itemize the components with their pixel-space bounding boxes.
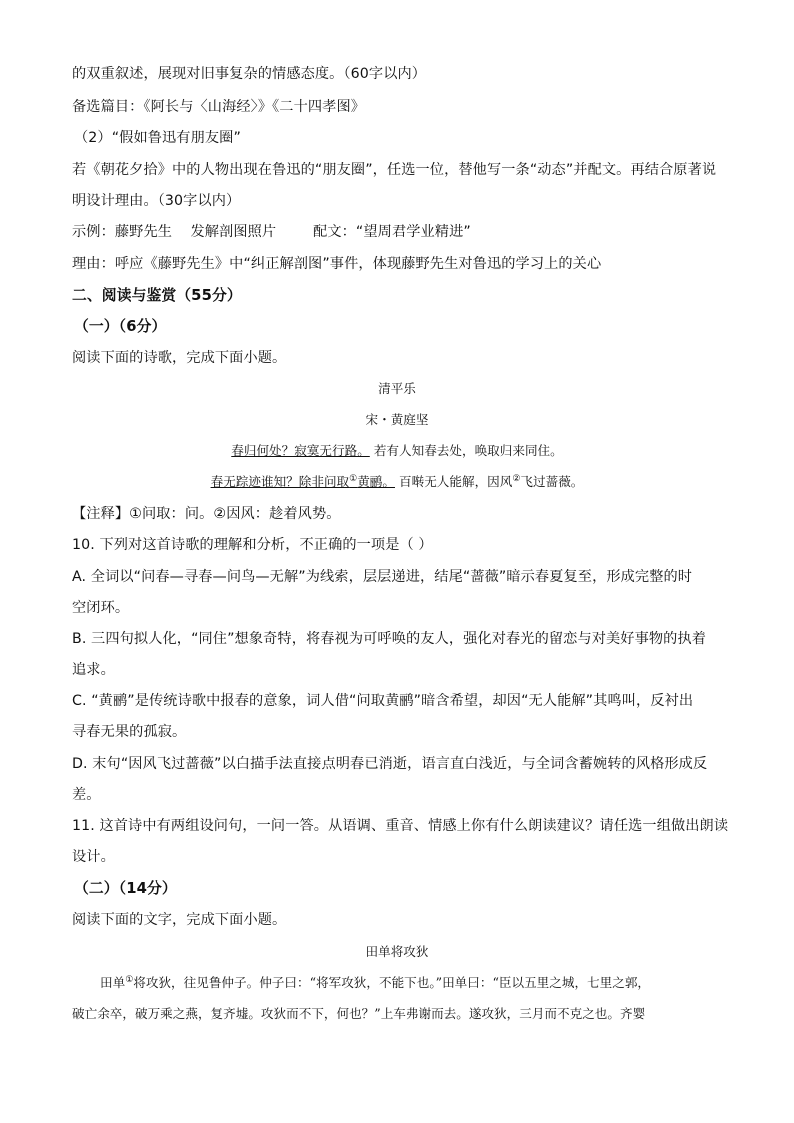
poem-title: 清平乐 <box>378 381 416 396</box>
text-line: 明设计理由。（30字以内） <box>72 193 241 209</box>
prose-line: 破亡余卒，破万乘之燕，复齐墟。攻狄而不下，何也？”上车弗谢而去。遂攻狄，三月而不克之也。齐婴 <box>72 1006 646 1021</box>
question-subheading: （2）“假如鲁迅有朋友圈” <box>74 130 241 146</box>
reason-line: 理由：呼应《藤野先生》中“纠正解剖图”事件，体现藤野先生对鲁迅的学习上的关心 <box>72 256 602 272</box>
text-line: 的双重叙述，展现对旧事复杂的情感态度。（60字以内） <box>72 66 427 82</box>
question-10-stem: 10. 下列对这首诗歌的理解和分析，不正确的一项是（ ） <box>72 537 433 553</box>
option-c-cont: 寻春无果的孤寂。 <box>72 724 187 740</box>
example-line: 示例：藤野先生 发解剖图照片 配文：“望周君学业精进” <box>72 224 471 240</box>
part-heading: （二）（14分） <box>74 880 177 897</box>
option-d-cont: 差。 <box>72 787 101 803</box>
poem-author: 宋・黄庭坚 <box>365 412 429 427</box>
instruction-text: 阅读下面的文字，完成下面小题。 <box>72 912 287 928</box>
poem-line-1 <box>0 442 794 460</box>
annotation-notes: 【注释】①问取：问。②因风：趁着风势。 <box>72 506 341 522</box>
footnote-marker: ① <box>125 974 134 985</box>
text-line: 备选篇目：《阿长与〈山海经〉》《二十四孝图》 <box>72 99 366 115</box>
poem-phrase: 百啭无人能解，因风②飞过蔷薇。 <box>399 473 584 489</box>
footnote-marker: ② <box>512 473 521 484</box>
poem-phrase: 若有人知春去处，唤取归来同住。 <box>373 443 563 458</box>
prose-line: 田单①将攻狄，往见鲁仲子。仲子曰：“将军攻狄，不能下也。”田单曰：“臣以五里之城，七里之郭， <box>100 974 651 990</box>
section-heading: 二、阅读与鉴赏（55分） <box>72 287 242 304</box>
poem-line-2 <box>0 473 794 491</box>
question-11-cont: 设计。 <box>72 849 115 865</box>
option-b-cont: 追求。 <box>72 662 115 678</box>
question-11-stem: 11. 这首诗中有两组设问句，一问一答。从语调、重音、情感上你有什么朗读建议？请任选一组做出朗读 <box>72 818 729 834</box>
option-b: B. 三四句拟人化，“同住”想象奇特，将春视为可呼唤的友人，强化对春光的留恋与对美好事物的执着 <box>72 631 707 647</box>
option-a-cont: 空闭环。 <box>72 600 130 616</box>
text-line: 若《朝花夕拾》中的人物出现在鲁迅的“朋友圈”，任选一位，替他写一条“动态”并配文。再结合原著说 <box>72 162 717 178</box>
poem-underlined-phrase: 春无踪迹谁知？除非问取①黄鹂。 <box>210 473 395 489</box>
part-heading: （一）（6分） <box>74 318 167 335</box>
poem-underlined-phrase: 春归何处？寂寞无行路。 <box>231 443 370 458</box>
option-a: A. 全词以“问春—寻春—问鸟—无解”为线索，层层递进，结尾“蔷薇”暗示春夏复至，形成完整的时 <box>72 569 693 585</box>
prose-title: 田单将攻狄 <box>365 944 429 959</box>
instruction-text: 阅读下面的诗歌，完成下面小题。 <box>72 350 287 366</box>
option-c: C. “黄鹂”是传统诗歌中报春的意象，词人借“问取黄鹂”暗含希望，却因“无人能解”其鸣叫，反衬出 <box>72 693 694 709</box>
footnote-marker: ① <box>349 473 358 484</box>
option-d: D. 末句“因风飞过蔷薇”以白描手法直接点明春已消逝，语言直白浅近，与全词含蓄婉转的风格形成反 <box>72 756 708 772</box>
